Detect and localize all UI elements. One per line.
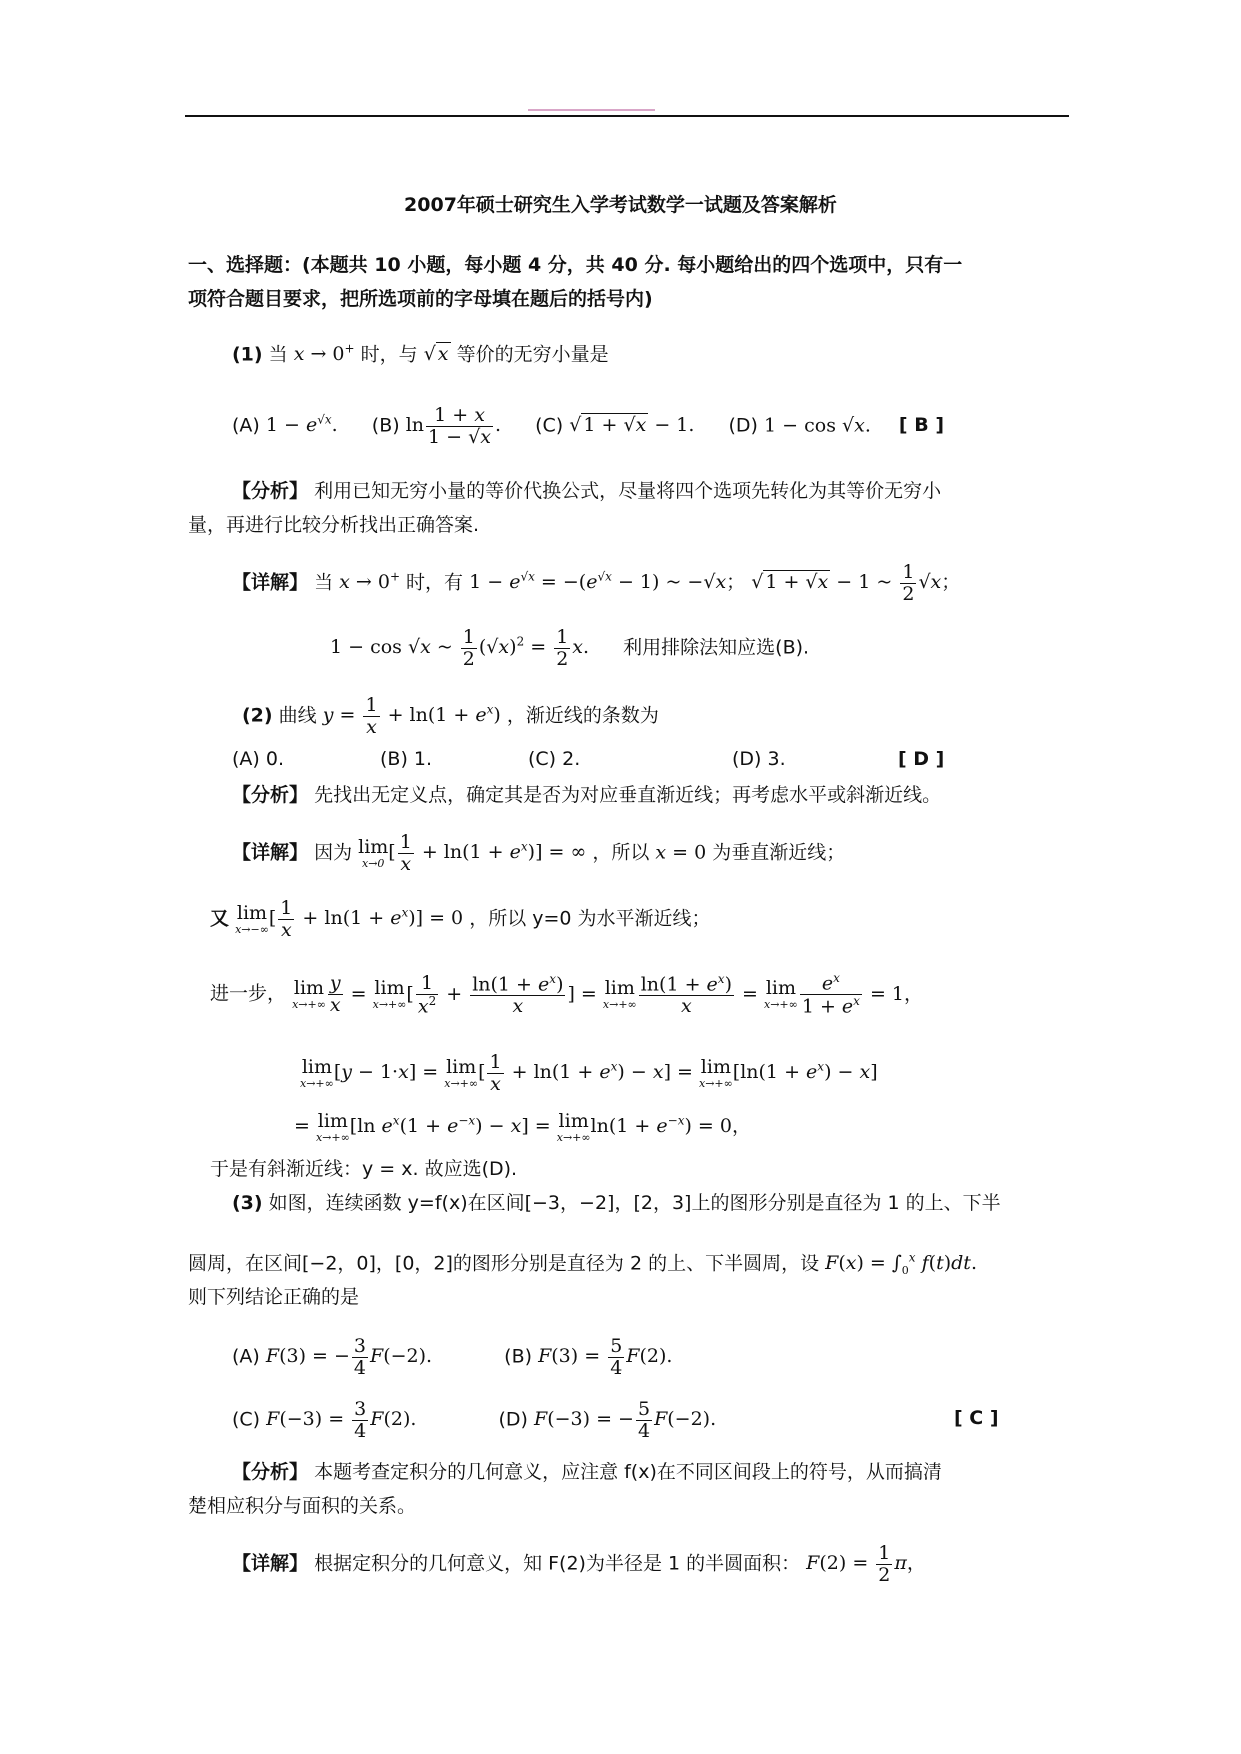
document-title: 2007年硕士研究生入学考试数学一试题及答案解析 <box>404 194 837 216</box>
header-mark <box>528 109 655 111</box>
q1-option-c: √ 1 + √x − 1. <box>569 414 695 437</box>
q1-answer: [ B ] <box>898 414 945 437</box>
q2-stem: (2) 曲线 y = $\frac{1}{x}$ + $\ln(1 + e^x)$ ，渐近线的条数为 <box>242 694 659 738</box>
q3-option-c: F(−3) = $\frac{3}{4}$ F(2). <box>266 1398 417 1442</box>
q1-stem: (1) 当 x → 0+ 时，与 √ x 等价的无穷小量是 <box>232 342 609 366</box>
q2-option-d: (D) 3. <box>732 748 786 770</box>
q3-answer: [ C ] <box>954 1407 999 1429</box>
q2-detail-line1: 【详解】 因为 lim x→0 [ $\frac{1}{x}$ + $\ln(1 + e^x)$] = ∞ ，所以 x = 0 为垂直渐近线； <box>232 831 846 875</box>
q2-conclusion: 于是有斜渐近线：y = x. 故应选(D). <box>210 1158 518 1180</box>
q2-option-c: (C) 2. <box>528 748 581 770</box>
q2-answer: [ D ] <box>898 748 945 770</box>
q3-option-b: F(3) = $\frac{5}{4}$ F(2). <box>538 1335 673 1379</box>
q2-detail-further: 进一步， lim x→+∞ $\frac{y}{x}$ = lim x→+∞ [ $\frac{1}{x^2}$ + $\frac{\ln(1 + e^x)}{x}$ ] = lim x→+∞ $\frac{\ln(1 + e^x)}{x}$ = lim x→+∞ $\frac{e^x}{1 + e^x}$ = 1， <box>210 971 924 1018</box>
q3-analysis-line2: 楚相应积分与面积的关系。 <box>188 1495 417 1517</box>
q1-analysis-line2: 量，再进行比较分析找出正确答案. <box>188 514 480 536</box>
q3-detail: 【详解】 根据定积分的几何意义，知 F(2)为半径是 1 的半圆面积： F(2) = $\frac{1}{2}$ π， <box>232 1542 926 1586</box>
q2-detail-slope-line2: = lim x→+∞ [ln $e^x(1 + e^{-x}) - x] = \lim$ x→+∞ $\ln(1 + e^{-x}) = 0$， <box>294 1109 751 1144</box>
q3-analysis-line1: 【分析】 本题考查定积分的几何意义，应注意 f(x)在不同区间段上的符号，从而搞清 <box>232 1461 942 1483</box>
q1-detail-line1: 【详解】 当 x → 0+ 时，有 $1 - e^{√x} = -(e^{√x} - 1)$ ~ −√x； √ 1 + √x − 1 ~ $\frac{1}{2}$ √x； <box>232 561 961 605</box>
q3-option-d: F(−3) = − $\frac{5}{4}$ F(−2). <box>534 1398 717 1442</box>
q1-option-a: $1 - e^{√x}$. <box>265 413 338 437</box>
q2-detail-horizontal: 又 lim x→−∞ [ $\frac{1}{x}$ + $\ln(1 + e^x)] = 0$ ，所以 y=0 为水平渐近线； <box>210 897 711 941</box>
q2-option-a: (A) 0. <box>232 748 284 770</box>
q1-number: (1) <box>232 343 263 366</box>
q1-analysis-line1: 【分析】 利用已知无穷小量的等价代换公式，尽量将四个选项先转化为其等价无穷小 <box>232 480 942 502</box>
q3-options-row2: (C) F(−3) = $\frac{3}{4}$ F(2). (D) F(−3) = − $\frac{5}{4}$ F(−2). [ C ] <box>232 1398 999 1442</box>
q3-stem-line3: 则下列结论正确的是 <box>188 1286 360 1308</box>
q2-detail-slope-line1: lim x→+∞ [y − 1·x] = lim x→+∞ [ $\frac{1}{x}$ + $\ln(1 + e^x) - x] = \lim$ x→+∞ $[\ln(1 + e^x) - x]$ <box>300 1051 878 1095</box>
q1-option-d: 1 − cos √x. <box>764 414 871 437</box>
q2-option-b: (B) 1. <box>380 748 433 770</box>
q2-analysis: 【分析】 先找出无定义点，确定其是否为对应垂直渐近线；再考虑水平或斜渐近线。 <box>232 784 942 806</box>
q3-number: (3) <box>232 1192 263 1214</box>
section-heading-line2: 项符合题目要求，把所选项前的字母填在题后的括号内) <box>188 288 653 310</box>
q1-detail-line2: 1 − cos √x ~ $\frac{1}{2}$ $(√x)^2$ = $\frac{1}{2}$ x. 利用排除法知应选(B). <box>330 626 810 670</box>
q1-math: x → 0+ <box>293 342 355 366</box>
header-rule <box>185 115 1069 117</box>
q3-stem-line1: (3) 如图，连续函数 y=f(x)在区间[−3，−2]，[2，3]上的图形分别是直径为 1 的上、下半 <box>232 1192 1001 1214</box>
section-heading-line1: 一、选择题：(本题共 10 小题，每小题 4 分，共 40 分. 每小题给出的四个选项中，只有一 <box>188 254 963 276</box>
q2-number: (2) <box>242 704 273 727</box>
q3-options-row1: (A) F(3) = − $\frac{3}{4}$ F(−2). (B) F(3) = $\frac{5}{4}$ F(2). <box>232 1335 673 1379</box>
q1-option-b: ln $\frac{1 + x}{1 - √x}$ . <box>405 404 502 448</box>
q3-option-a: F(3) = − $\frac{3}{4}$ F(−2). <box>265 1335 433 1379</box>
q1-options: (A) $1 - e^{√x}$. (B) ln $\frac{1 + x}{1 - √x}$ . (C) √ 1 + √x − 1. (D) 1 − cos √x. [ B ] <box>232 404 945 448</box>
q3-stem-line2: 圆周，在区间[−2，0]，[0，2]的图形分别是直径为 2 的上、下半圆周，设 $F(x) = \int_0^x$ f(t)dt. <box>188 1251 977 1278</box>
